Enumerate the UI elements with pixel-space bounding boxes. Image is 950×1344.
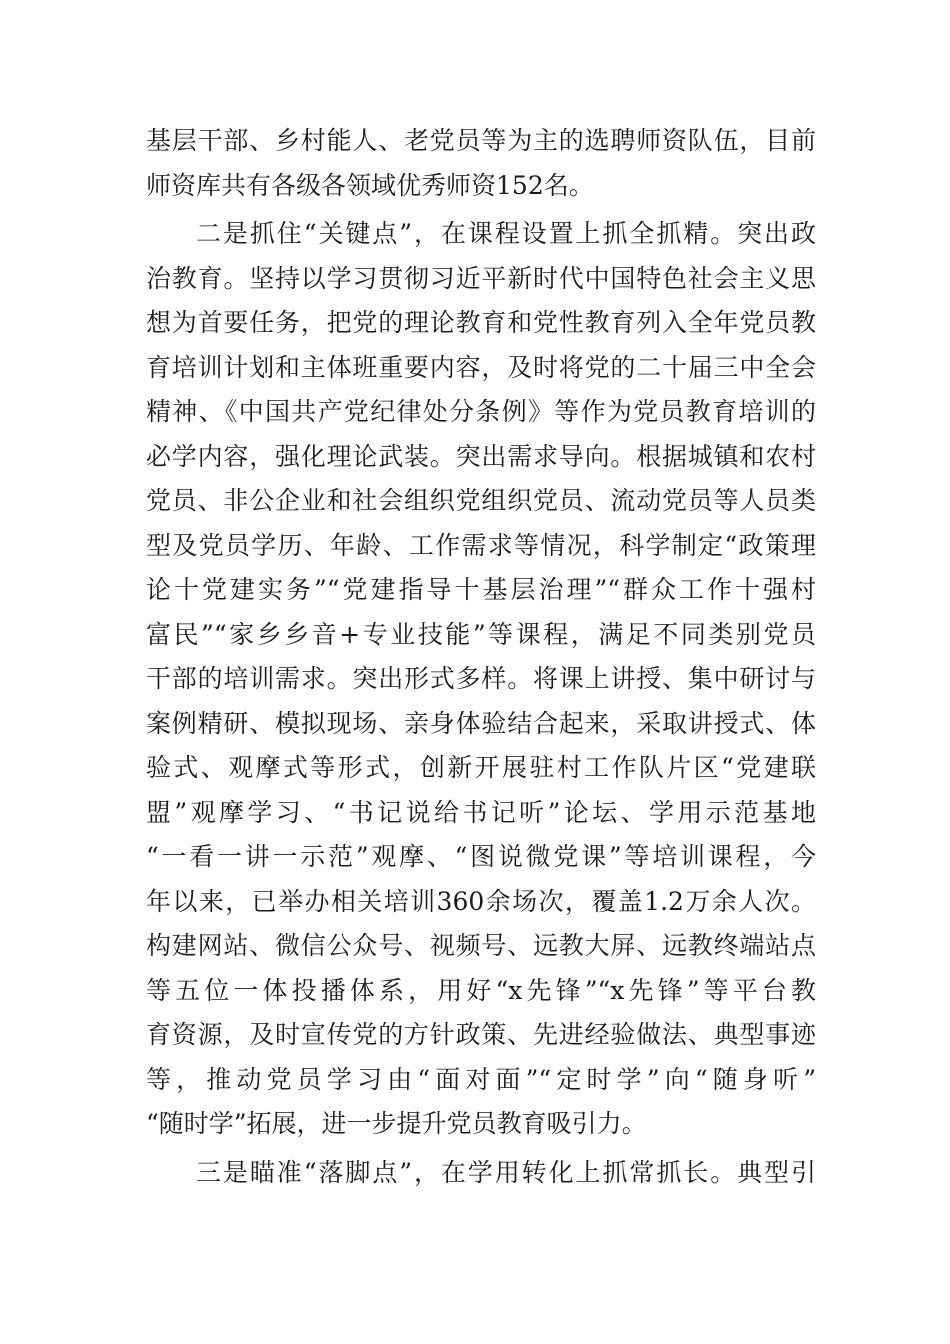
document-body [146, 119, 816, 1195]
paragraph-1 [146, 119, 816, 208]
text-line: “随时学”拓展，进一步提升党员教育吸引力。 [146, 1109, 647, 1138]
paragraph-3 [146, 1151, 816, 1196]
text-line: 年以来，已举办相关培训360余场次，覆盖1.2万余人次。 [146, 886, 816, 916]
text-line: 党员、非公企业和社会组织党组织党员、流动党员等人员类 [146, 486, 816, 515]
text-line: 富民”“家乡乡音+专业技能”等课程，满足不同类别党员 [146, 619, 816, 649]
text-line: 等，推动党员学习由“面对面”“定时学”向“随身听” [146, 1064, 816, 1094]
text-line: 治教育。坚持以学习贯彻习近平新时代中国特色社会主义思 [146, 263, 816, 293]
text-line: 精神、《中国共产党纪律处分条例》等作为党员教育培训的 [146, 397, 816, 426]
text-line: 案例精研、模拟现场、亲身体验结合起来，采取讲授式、体 [146, 708, 816, 738]
text-line: 验式、观摩式等形式，创新开展驻村工作队片区“党建联 [146, 753, 816, 782]
text-line: 干部的培训需求。突出形式多样。将课上讲授、集中研讨与 [146, 664, 816, 693]
text-line: 必学内容，强化理论武装。突出需求导向。根据城镇和农村 [146, 441, 816, 471]
text-line: 构建网站、微信公众号、视频号、远教大屏、远教终端站点 [146, 931, 816, 960]
text-line: 二是抓住“关键点”，在课程设置上抓全抓精。突出政 [196, 219, 816, 248]
text-line: 等五位一体投播体系，用好“x先锋”“x先锋”等平台教 [146, 975, 816, 1005]
text-line: “一看一讲一示范”观摩、“图说微党课”等培训课程，今 [146, 842, 816, 871]
paragraph-2 [146, 212, 816, 1147]
text-line: 论十党建实务”“党建指导十基层治理”“群众工作十强村 [146, 575, 816, 604]
text-line: 基层干部、乡村能人、老党员等为主的选聘师资队伍，目前 [146, 126, 816, 155]
text-line: 师资库共有各级各领域优秀师资152名。 [146, 170, 594, 200]
text-line: 育培训计划和主体班重要内容，及时将党的二十届三中全会 [146, 352, 816, 382]
text-line: 型及党员学历、年龄、工作需求等情况，科学制定“政策理 [146, 530, 816, 560]
text-line: 想为首要任务，把党的理论教育和党性教育列入全年党员教 [146, 308, 816, 337]
text-line: 三是瞄准“落脚点”，在学用转化上抓常抓长。典型引 [196, 1157, 816, 1187]
text-line: 育资源，及时宣传党的方针政策、先进经验做法、典型事迹 [146, 1020, 816, 1049]
text-line: 盟”观摩学习、“书记说给书记听”论坛、学用示范基地 [146, 797, 816, 827]
